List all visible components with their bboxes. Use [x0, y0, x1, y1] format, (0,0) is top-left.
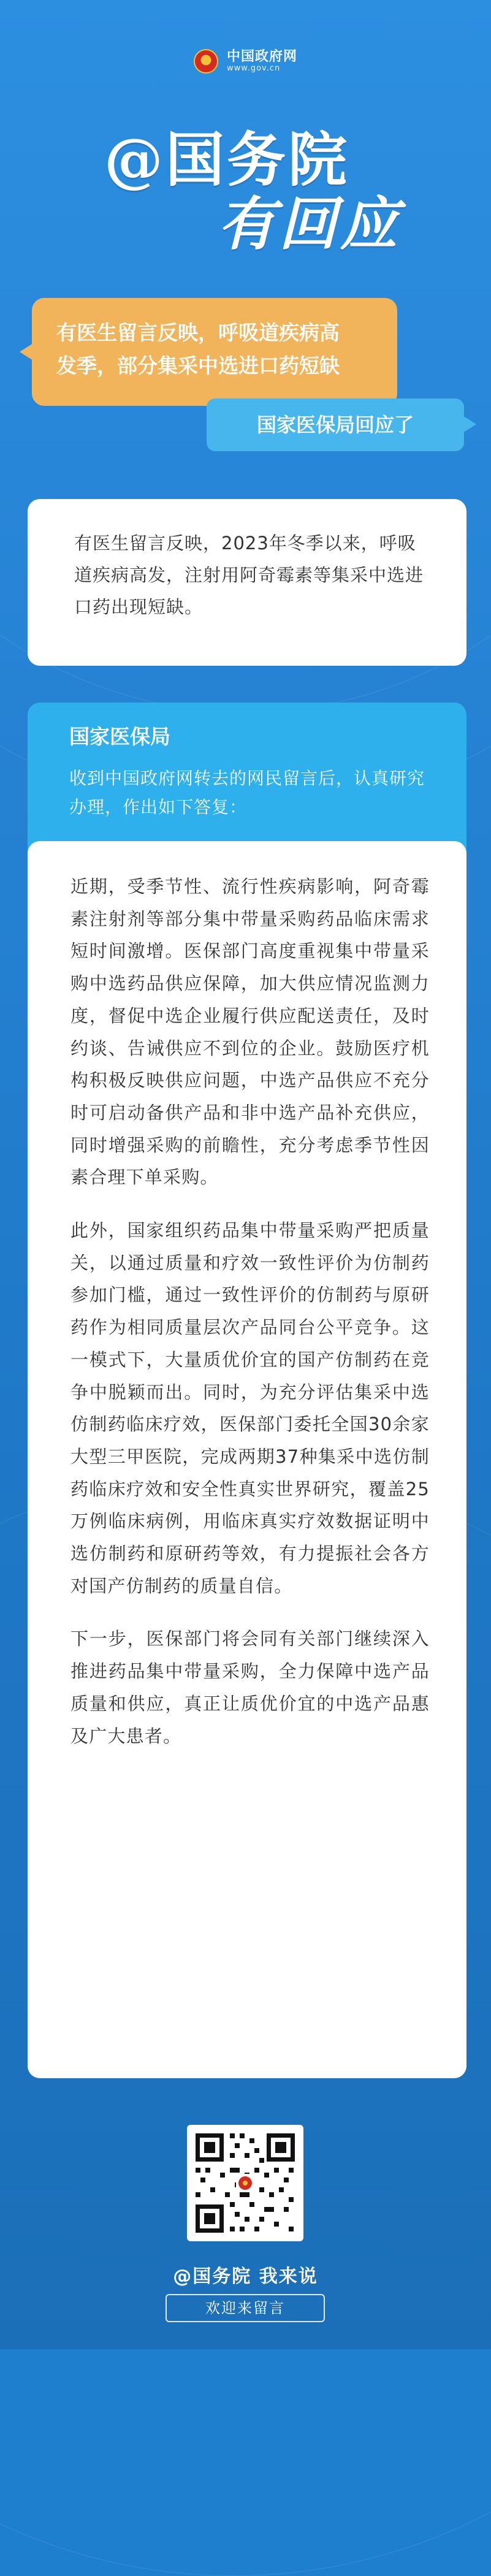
footer-title: @国务院 我来说 — [173, 2266, 318, 2287]
reply-paragraph: 此外，国家组织药品集中带量采购严把质量关，以通过质量和疗效一致性评价为仿制药参加门槛，通过一致性评价的仿制药与原研药作为相同质量层次产品同台公平竞争。这一模式下，大量质优价宜的国产仿制药在竞争中脱颖而出。同时，为充分评估集采中选仿制药临床疗效，医保部门委托全国30余家大型三甲医院，完成两期37种集采中选仿制药临床疗效和安全性真实世界研究，覆盖25万例临床病例，用临床真实疗效数据证明中选仿制药和原研药等效，有力提振社会各方对国产仿制药的质量自信。 — [70, 1220, 430, 1596]
brand-header — [0, 49, 491, 74]
brand-name: 中国政府网 — [226, 48, 297, 64]
qr-code-icon[interactable] — [187, 2125, 303, 2241]
summary-card — [28, 499, 466, 666]
summary-text: 有医生留言反映，2023年冬季以来，呼吸道疾病高发，注射用阿奇霉素等集采中选进口药出现短缺。 — [74, 533, 424, 617]
question-line: 发季，部分集采中选进口药短缺 — [56, 354, 340, 378]
question-bubble — [32, 298, 397, 406]
reply-organization: 国家医保局 — [69, 725, 170, 749]
reply-paragraph: 近期，受季节性、流行性疾病影响，阿奇霉素注射剂等部分集中带量采购药品临床需求短时间激增。医保部门高度重视集中带量采购中选药品供应保障，加大供应情况监测力度，督促中选企业履行供应配送责任，及时约谈、告诫供应不到位的企业。鼓励医疗机构积极反映供应问题，中选产品供应不充分时可启动备供产品和非中选产品补充供应，同时增强采购的前瞻性，充分考虑季节性因素合理下单采购。 — [70, 876, 430, 1188]
question-line: 有医生留言反映，呼吸道疾病高 — [56, 321, 340, 345]
national-emblem-icon — [194, 49, 218, 74]
answer-bubble: 国家医保局回应了 — [207, 398, 464, 451]
reply-card-header — [28, 703, 466, 862]
reply-intro: 收到中国政府网转去的网民留言后，认真研究办理，作出如下答复： — [69, 768, 425, 817]
brand-url: www.gov.cn — [226, 63, 281, 73]
page-title: @国务院 — [104, 125, 349, 194]
leave-message-button[interactable]: 欢迎来留言 — [166, 2294, 325, 2322]
page-subtitle: 有回应 — [218, 191, 402, 258]
reply-paragraph: 下一步，医保部门将会同有关部门继续深入推进药品集中带量采购，全力保障中选产品质量和供应，真正让质优价宜的中选产品惠及广大患者。 — [70, 1628, 430, 1747]
reply-card-body — [28, 841, 466, 2078]
